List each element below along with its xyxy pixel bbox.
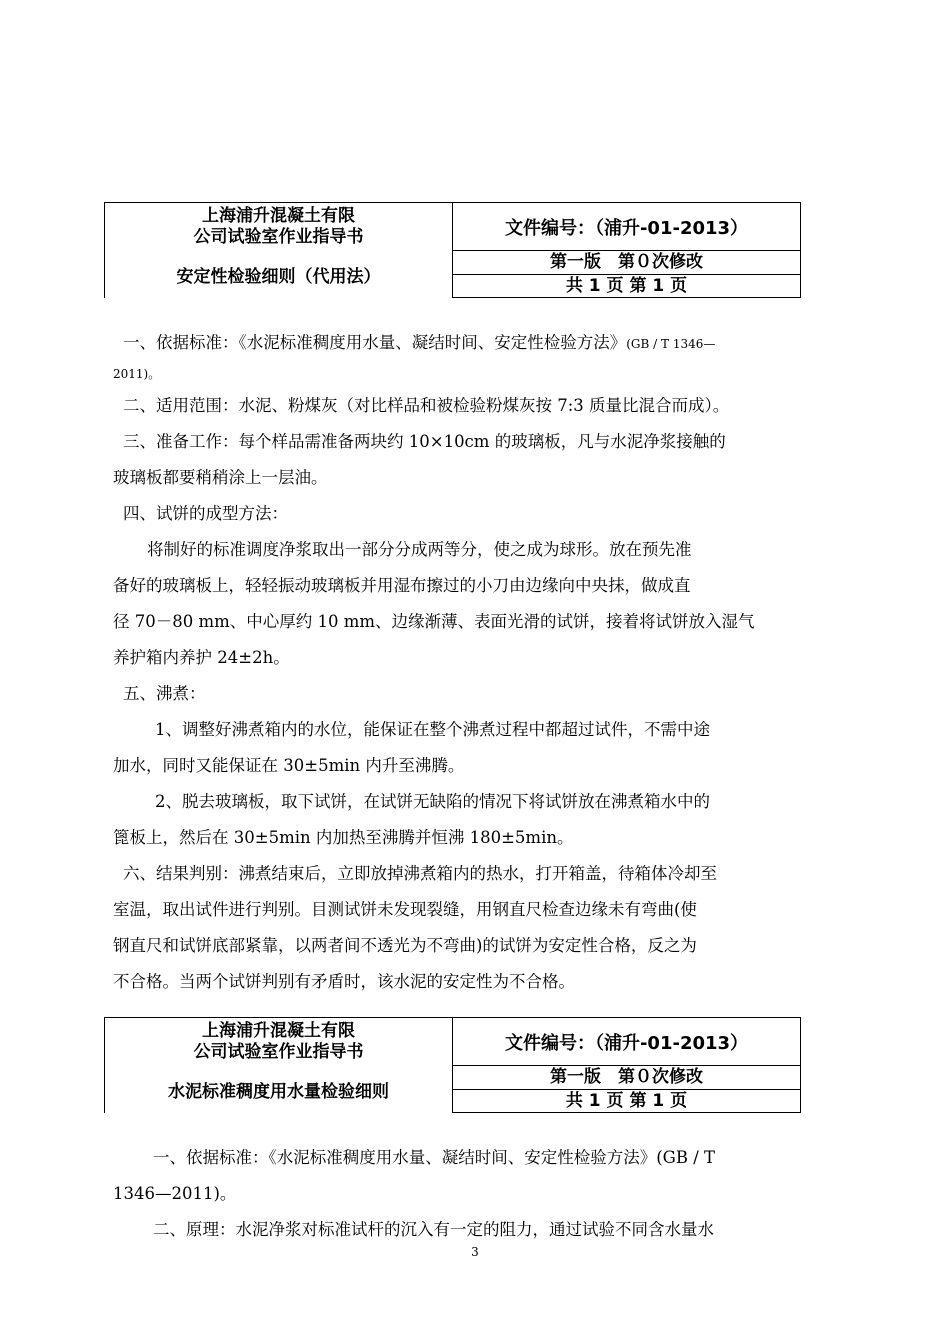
- paragraph-line: 养护箱内养护 24±2h。: [113, 648, 290, 667]
- paragraph-line: 一、依据标准：《水泥标准稠度用水量、凝结时间、安定性检验方法》(GB / T: [153, 1148, 716, 1167]
- paragraph-line: 五、沸煮：: [123, 684, 206, 703]
- paragraph-line: 径 70－80 mm、中心厚约 10 mm、边缘渐薄、表面光滑的试饼，接着将试饼放入湿气: [113, 612, 755, 631]
- paragraph-line: 六、结果判别：沸煮结束后，立即放掉沸煮箱内的热水，打开箱盖，待箱体冷却至: [123, 864, 717, 883]
- paragraph-line: 三、准备工作：每个样品需准备两块约 10×10cm 的玻璃板，凡与水泥净浆接触的: [123, 432, 726, 451]
- company-line-2: 公司试验室作业指导书: [193, 226, 364, 247]
- paragraph-line: 1346—2011)。: [113, 1184, 237, 1203]
- doc-number: 文件编号：（浦升-01-2013）: [453, 1018, 801, 1066]
- doc-title: 安定性检验细则（代用法）: [105, 251, 453, 298]
- section-2-body: [113, 1140, 838, 1248]
- company-name-cell: [105, 203, 453, 251]
- paragraph-line: 四、试饼的成型方法：: [123, 504, 288, 523]
- doc-number: 文件编号：（浦升-01-2013）: [453, 203, 801, 251]
- page-number: 3: [471, 1245, 479, 1259]
- paragraph-line: 备好的玻璃板上，轻轻振动玻璃板并用湿布擦过的小刀由边缘向中央抹，做成直: [113, 576, 691, 595]
- doc-title: 水泥标准稠度用水量检验细则: [105, 1066, 453, 1113]
- company-name-cell: [105, 1018, 453, 1066]
- edition: 第一版 第０次修改: [453, 1066, 801, 1090]
- page-count: 共 1 页 第 1 页: [453, 1090, 801, 1113]
- header-table-2: [104, 1017, 801, 1113]
- company-line-1: 上海浦升混凝土有限: [202, 205, 355, 226]
- paragraph-line: 篦板上，然后在 30±5min 内加热至沸腾并恒沸 180±5min。: [113, 828, 574, 847]
- paragraph-line: 1、调整好沸煮箱内的水位，能保证在整个沸煮过程中都超过试件，不需中途: [155, 720, 710, 739]
- paragraph-line: 钢直尺和试饼底部紧靠，以两者间不透光为不弯曲)的试饼为安定性合格，反之为: [113, 936, 697, 955]
- company-line-2: 公司试验室作业指导书: [193, 1041, 364, 1062]
- section-1-body: [113, 325, 838, 1000]
- paragraph-line: 2、脱去玻璃板，取下试饼，在试饼无缺陷的情况下将试饼放在沸煮箱水中的: [155, 792, 710, 811]
- paragraph-line: 室温，取出试件进行判别。目测试饼未发现裂缝，用钢直尺检查边缘未有弯曲(使: [113, 900, 697, 919]
- paragraph-line: 一、依据标准：《水泥标准稠度用水量、凝结时间、安定性检验方法》(GB / T 1346—: [123, 333, 716, 352]
- header-table-1: [104, 202, 801, 298]
- paragraph-line: 将制好的标准调度净浆取出一部分分成两等分，使之成为球形。放在预先准: [147, 540, 692, 559]
- paragraph-line: 二、原理：水泥净浆对标准试杆的沉入有一定的阻力，通过试验不同含水量水: [153, 1220, 714, 1239]
- paragraph-line: 2011)。: [113, 367, 161, 381]
- page-count: 共 1 页 第 1 页: [453, 275, 801, 298]
- paragraph-line: 玻璃板都要稍稍涂上一层油。: [113, 468, 328, 487]
- edition: 第一版 第０次修改: [453, 251, 801, 275]
- paragraph-line: 加水，同时又能保证在 30±5min 内升至沸腾。: [113, 756, 465, 775]
- paragraph-line: 二、适用范围：水泥、粉煤灰（对比样品和被检验粉煤灰按 7:3 质量比混合而成）。: [123, 396, 730, 415]
- paragraph-line: 不合格。当两个试饼判别有矛盾时，该水泥的安定性为不合格。: [113, 972, 575, 991]
- company-line-1: 上海浦升混凝土有限: [202, 1020, 355, 1041]
